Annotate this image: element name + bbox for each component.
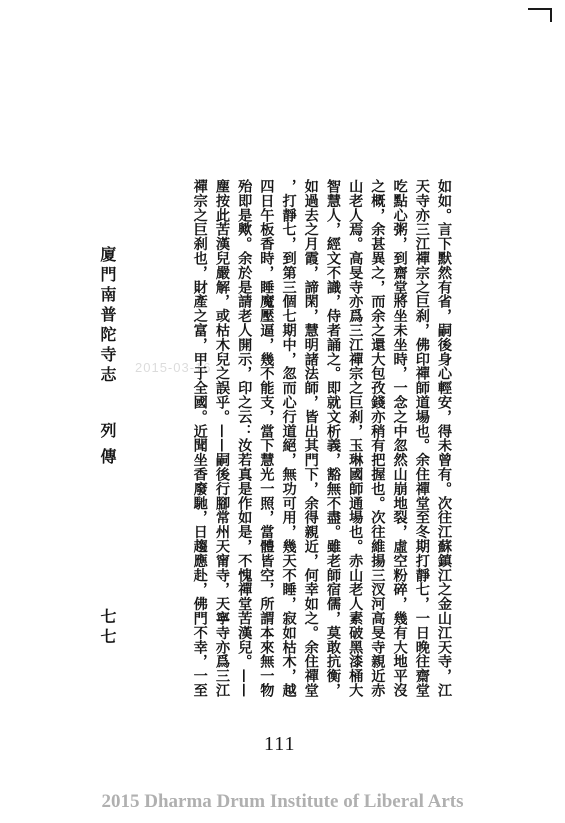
text-column: 塵按此苦漢兒嚴解，或枯木兒之誤乎。——嗣後行腳常州天甯寺，天寧寺亦爲三江 xyxy=(213,179,230,698)
chinese-page-number: 七七 xyxy=(98,608,117,648)
text-column: 四日午板香時，睡魔壓逼，幾不能支，當下慧光一照，當體皆空，所謂本來無一物 xyxy=(258,179,275,698)
scan-date-stamp: 2015-03-16 xyxy=(135,360,212,375)
text-column: 殆即是歟。余於是請老人開示，印之云：汝若真是作如是，不愧禪堂苦漢兒。—— xyxy=(236,179,253,698)
text-column: 山老人焉。高旻寺亦爲三江禪宗之巨刹，玉琳國師通場也。赤山老人素破黑漆桶大 xyxy=(347,179,364,698)
page-number: 111 xyxy=(264,733,296,755)
text-column: 吃點心粥，到齋堂將坐未坐時，一念之中忽然山崩地裂，虛空粉碎，幾有大地平沒 xyxy=(391,179,408,698)
text-column: 天寺亦三江禪宗之巨刹，佛印禪師道場也。余住禪堂至冬期打靜七，一日晚往齋堂 xyxy=(413,179,430,698)
text-column: 之概，余甚異之，而余之還大包孜錢亦稍有把握也。次往維揚三汊河高旻寺親近赤 xyxy=(369,179,386,698)
running-header xyxy=(95,246,119,706)
section-title: 列傳 xyxy=(98,422,117,474)
text-column: 智慧人，經文不識，侍者誦之。即就文析義，豁無不盡。雖老師宿儒，莫敢抗衡， xyxy=(324,179,341,698)
text-column: 如過去之月霞，諦閑，慧明諸法師，皆出其門下，余得親近，何幸如之。余住禪堂 xyxy=(302,179,319,698)
text-column: ，打靜七，到第三個七期中，忽而心行道絕，無功可用，幾天不睡，寂如枯木，越 xyxy=(280,179,297,698)
text-column: 禪宗之巨刹也，財產之富，甲于全國。近聞坐香廢馳，日趨應赴，佛門不幸，一至 xyxy=(191,179,208,698)
body-text xyxy=(128,179,455,729)
watermark: 2015 Dharma Drum Institute of Liberal Arts xyxy=(101,791,464,812)
text-column: 如如。言下默然有省，嗣後身心輕安，得未曾有。次往江蘇鎮江之金山江天寺，江 xyxy=(436,179,452,698)
book-title: 廈門南普陀寺志 xyxy=(98,246,117,386)
corner-crop-mark xyxy=(528,8,552,22)
